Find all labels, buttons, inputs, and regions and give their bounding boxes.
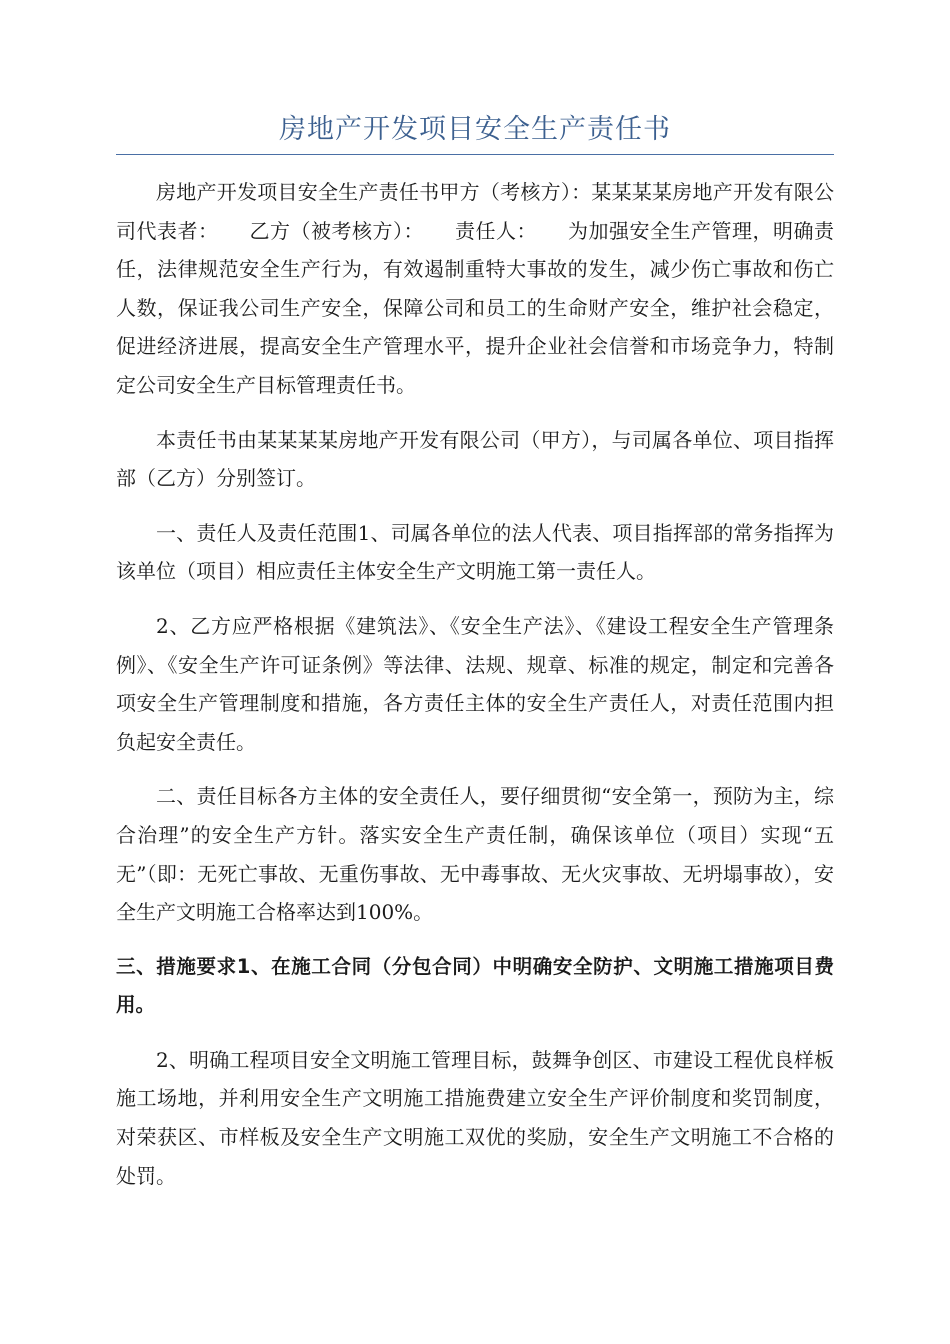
document-title: 房地产开发项目安全生产责任书 (279, 114, 671, 145)
paragraph-management-goals: 2、明确工程项目安全文明施工管理目标，鼓舞争创区、市建设工程优良样板施工场地，并利用安全生产文明施工措施费建立安全生产评价制度和奖罚制度，对荣获区、市样板及安全生产文明施工双优的奖励，安全生产文明施工不合格的处罚。 (116, 1047, 834, 1188)
paragraph-measures-heading: 三、措施要求1、在施工合同（分包合同）中明确安全防护、文明施工措施项目费用。 (116, 954, 834, 1017)
paragraph-targets: 二、责任目标各方主体的安全责任人，要仔细贯彻“安全第一，预防为主，综合治理”的安全生产方针。落实安全生产责任制，确保该单位（项目）实现“五无”（即：无死亡事故、无重伤事故、无中毒事故、无火灾事故、无坍塌事故），安全生产文明施工合格率达到100%。 (116, 784, 834, 925)
paragraph-intro: 房地产开发项目安全生产责任书甲方（考核方）：某某某某房地产开发有限公司代表者： 乙方（被考核方）： 责任人： 为加强安全生产管理，明确责任，法律规范安全生产行为，有效遏制重特大事故的发生，减少伤亡事故和伤亡人数，保证我公司生产安全，保障公司和员工的生命财产安全，维护社会稳定，促进经济进展，提高安全生产管理水平，提升企业社会信誉和市场竞争力，特制定公司安全生产目标管理责任书。 (116, 180, 834, 397)
paragraph-signing: 本责任书由某某某某房地产开发有限公司（甲方），与司属各单位、项目指挥部（乙方）分别签订。 (116, 427, 834, 491)
document-page (116, 0, 834, 1211)
paragraph-legal-basis: 2、乙方应严格根据《建筑法》、《安全生产法》、《建设工程安全生产管理条例》、《安全生产许可证条例》等法律、法规、规章、标准的规定，制定和完善各项安全生产管理制度和措施，各方责任主体的安全生产责任人，对责任范围内担负起安全责任。 (116, 613, 834, 754)
document-body (116, 173, 834, 1195)
title-block (116, 112, 834, 155)
paragraph-responsible-person: 一、责任人及责任范围1、司属各单位的法人代表、项目指挥部的常务指挥为该单位（项目）相应责任主体安全生产文明施工第一责任人。 (116, 520, 834, 584)
